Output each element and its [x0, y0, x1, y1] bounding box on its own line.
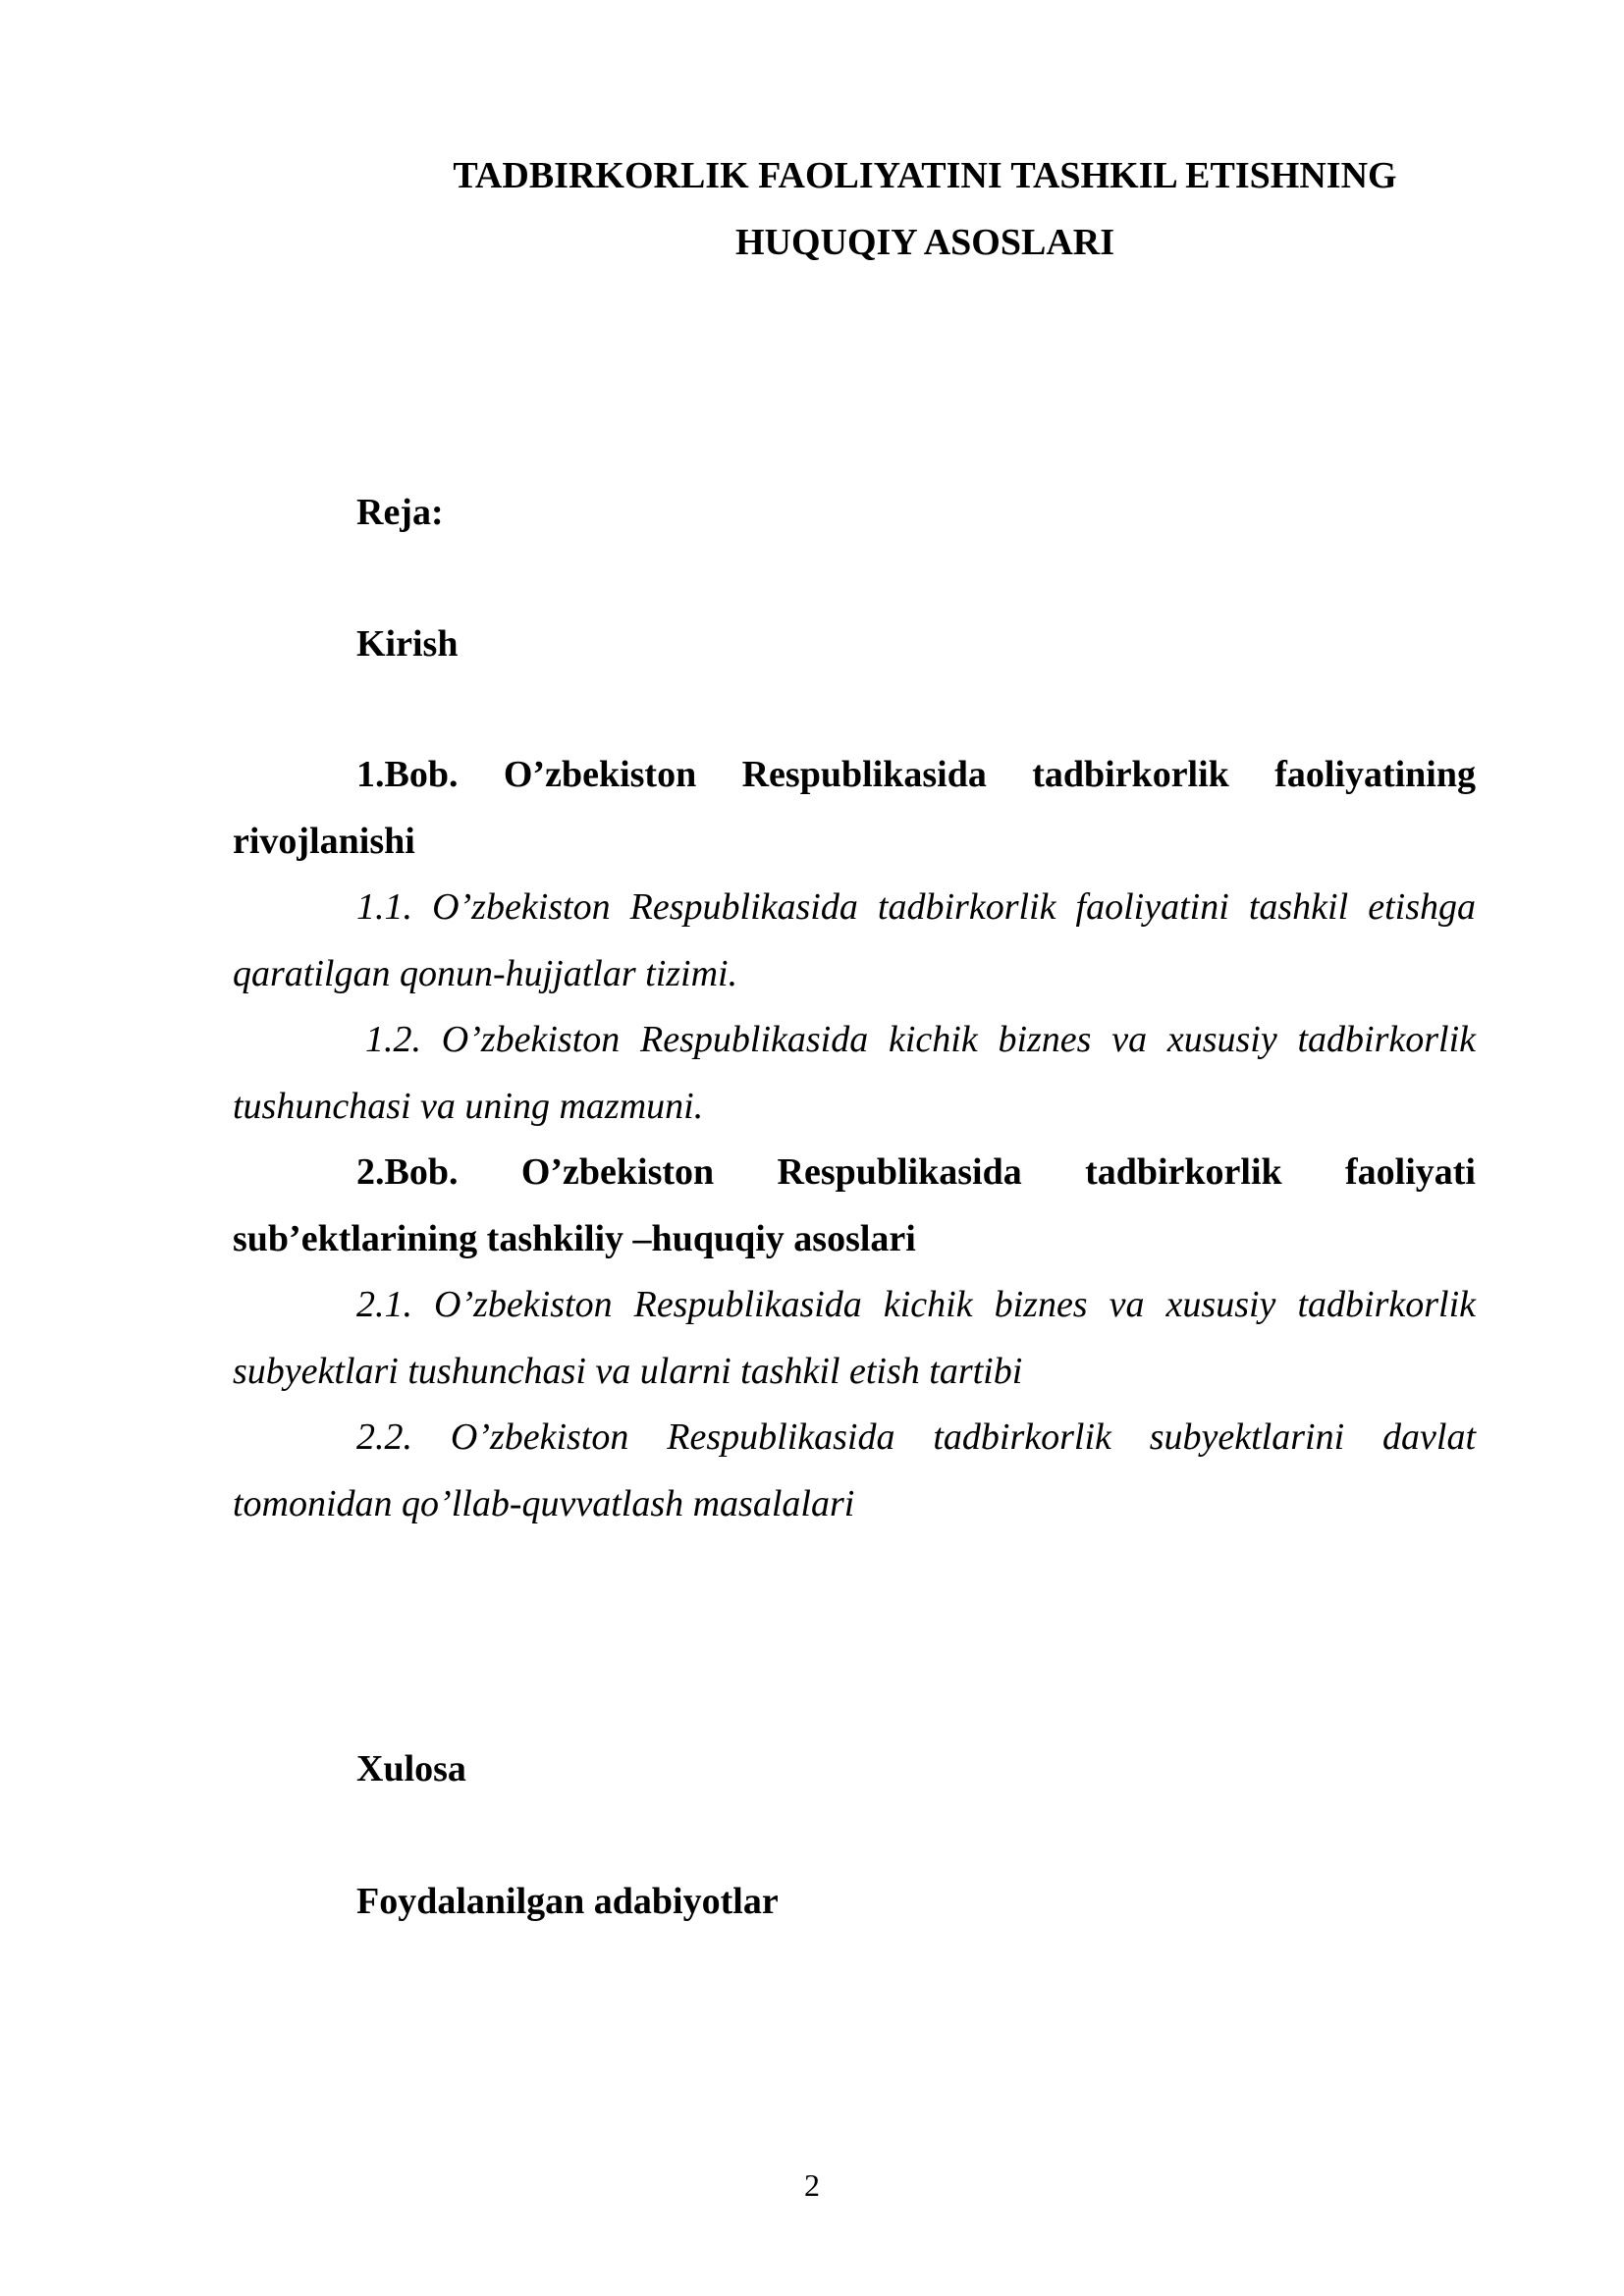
- plan-heading: Reja:: [356, 492, 444, 533]
- section-2-1: 2.1. O’zbekiston Respublikasida kichik biznes va xususiy tadbirkorlik subyektlari tushunchasi va ularni tashkil etish tartibi: [233, 1284, 1476, 1392]
- document-title-line-2: HUQUQIY ASOSLARI: [734, 222, 1115, 263]
- section-1-1: 1.1. O’zbekiston Respublikasida tadbirkorlik faoliyatini tashkil etishga qaratilgan qonun-hujjatlar tizimi.: [233, 886, 1476, 994]
- references-heading: Foydalanilgan adabiyotlar: [356, 1881, 779, 1922]
- section-1-2: 1.2. O’zbekiston Respublikasida kichik biznes va xususiy tadbirkorlik tushunchasi va uning mazmuni.: [233, 1019, 1476, 1127]
- conclusion-heading: Xulosa: [356, 1748, 466, 1789]
- page-number: 2: [804, 2167, 820, 2203]
- chapter-1-heading: 1.Bob. O’zbekiston Respublikasida tadbirkorlik faoliyatining rivojlanishi: [233, 754, 1476, 862]
- section-2-2: 2.2. O’zbekiston Respublikasida tadbirkorlik subyektlarini davlat tomonidan qo’llab-quvvatlash masalalari: [233, 1416, 1476, 1524]
- document-title-line-1: TADBIRKORLIK FAOLIYATINI TASHKIL ETISHNING: [453, 155, 1397, 196]
- chapter-2-heading: 2.Bob. O’zbekiston Respublikasida tadbirkorlik faoliyati sub’ektlarining tashkiliy –huquqiy asoslari: [233, 1151, 1476, 1259]
- intro-heading: Kirish: [356, 623, 459, 665]
